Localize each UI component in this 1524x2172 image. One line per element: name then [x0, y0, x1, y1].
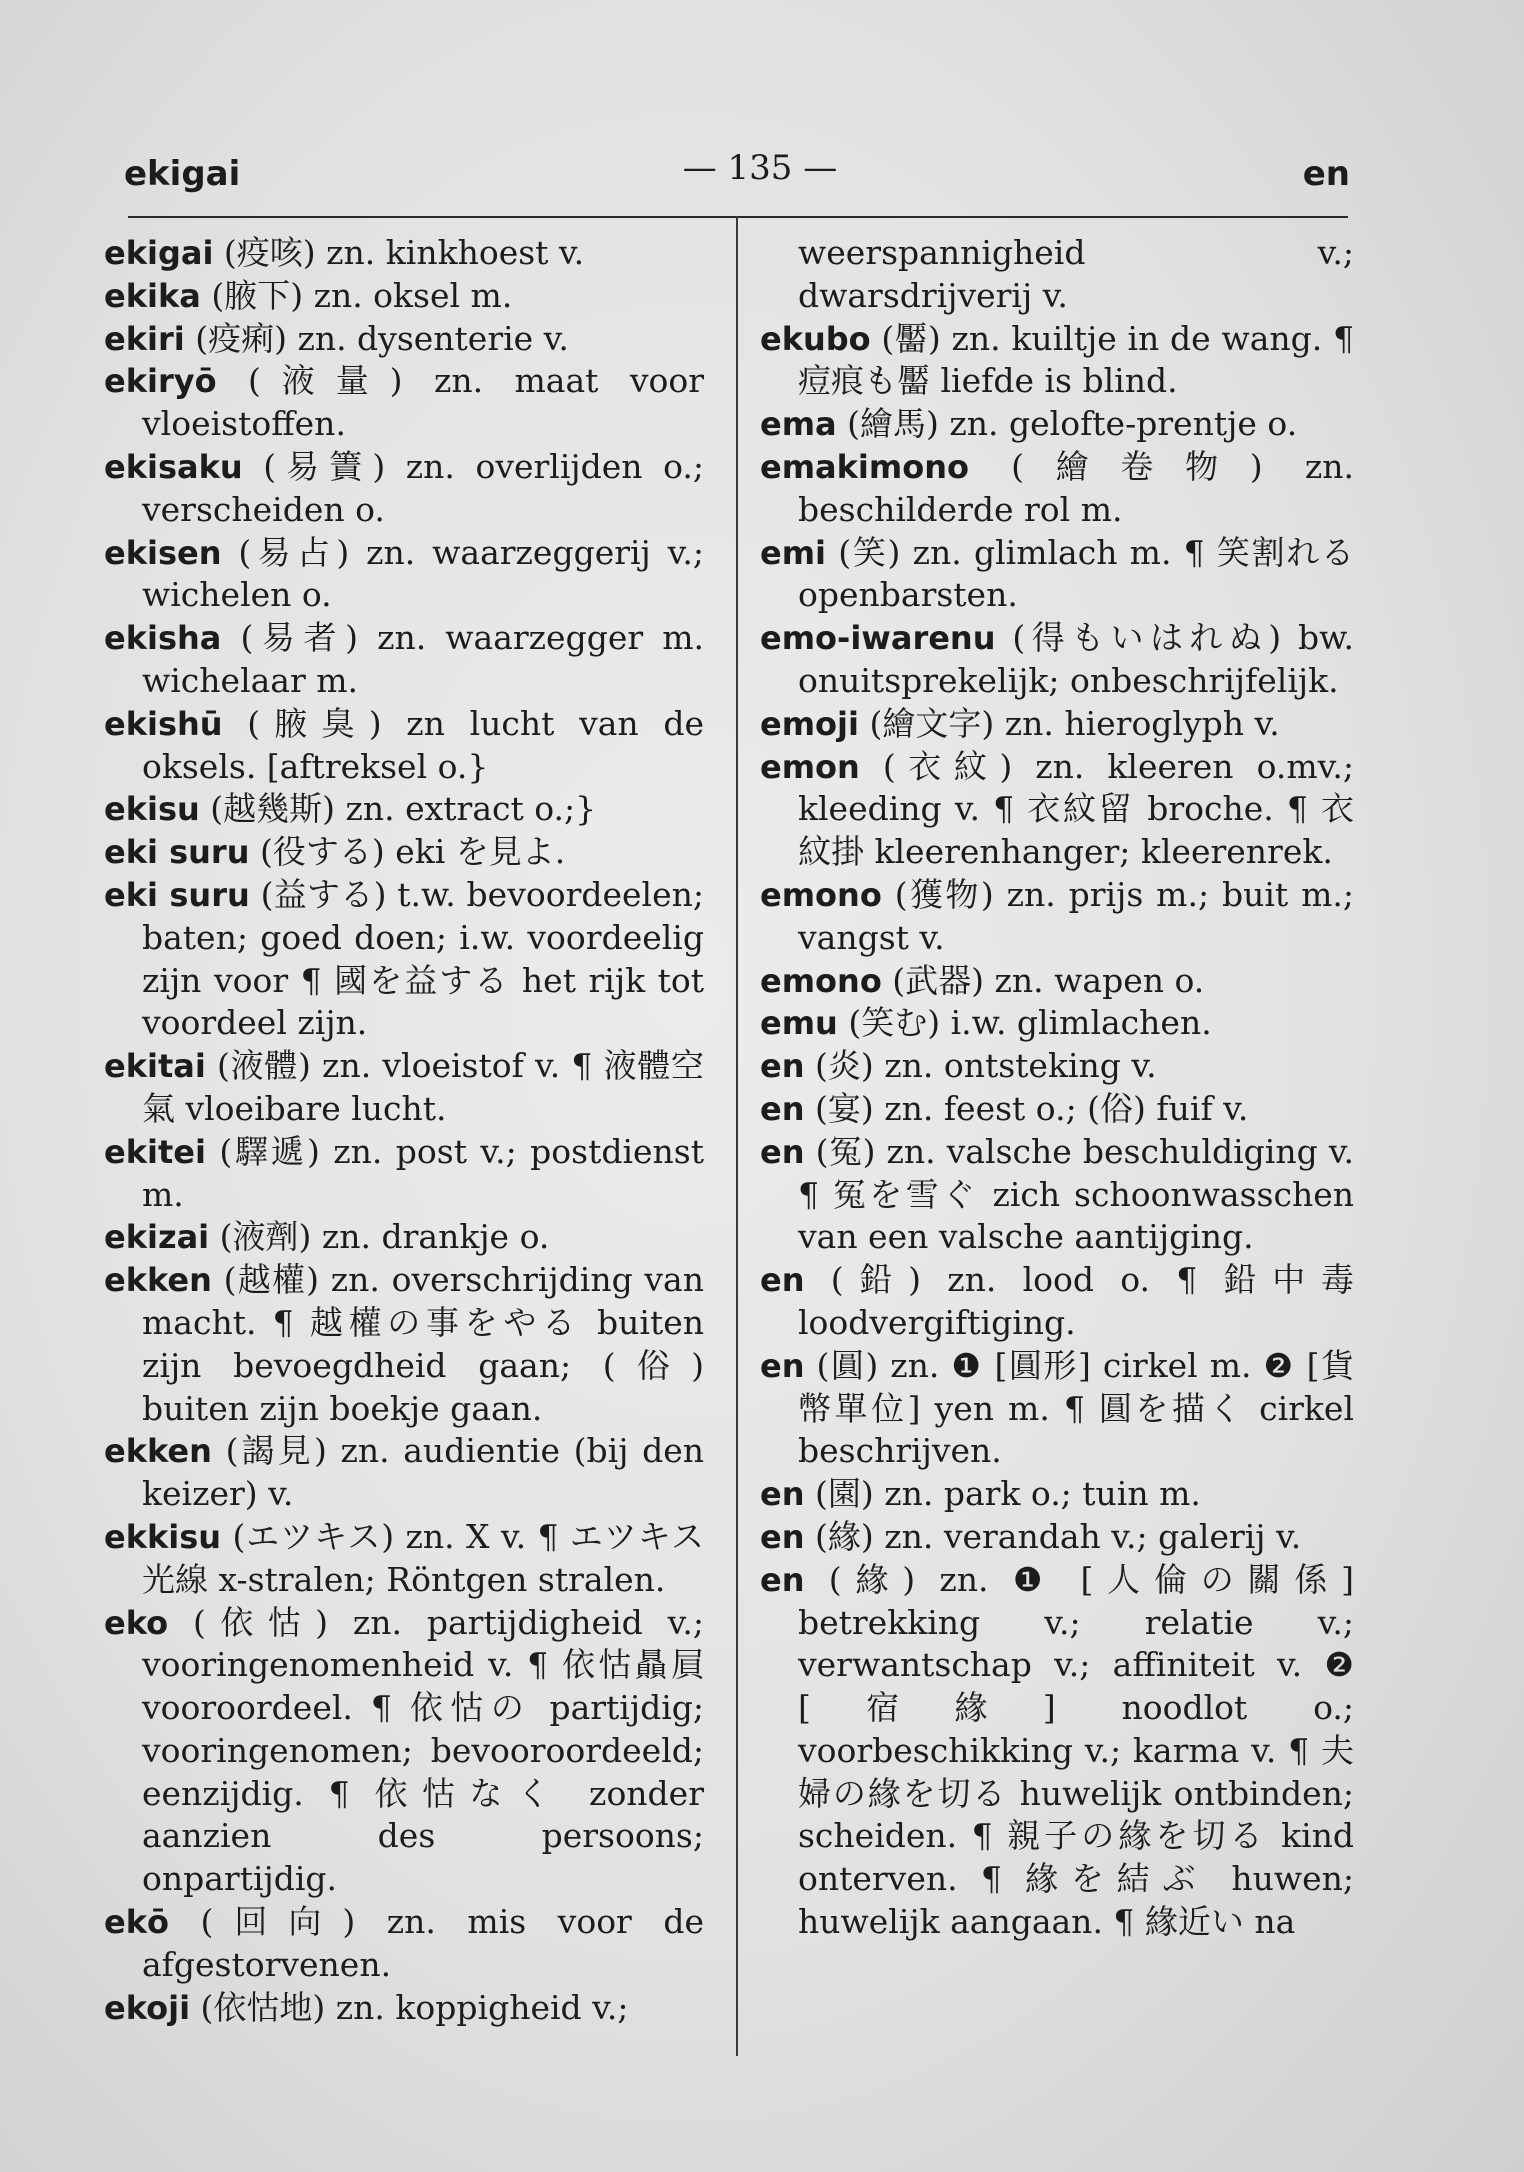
running-head	[120, 140, 1350, 200]
entry-body: (繪文字) zn. hieroglyph v.	[869, 703, 1280, 743]
entry-body: (疫咳) zn. kinkhoest v.	[223, 233, 585, 272]
entry-headword: ekika	[104, 276, 201, 315]
dictionary-entry	[760, 318, 1354, 404]
entry-body: (驛遞) zn. post v.; postdienst m.	[142, 1131, 704, 1214]
left-column	[104, 232, 704, 2029]
guide-word-left: ekigai	[124, 154, 241, 194]
entry-body: (易者) zn. waarzegger m. wichelaar m.	[142, 618, 704, 700]
column-divider	[736, 216, 738, 2056]
entry-continuation: weerspannigheid v.; dwarsdrijverij v.	[798, 233, 1354, 315]
entry-headword: en	[760, 1517, 805, 1556]
entry-headword: ekisen	[104, 533, 222, 572]
entry-body: (鉛) zn. lood o. ¶ 鉛中毒 loodvergiftiging.	[798, 1260, 1354, 1342]
entry-headword: ekisu	[104, 790, 200, 829]
entry-headword: en	[760, 1261, 805, 1300]
entry-body: (回向) zn. mis voor de afgestorvenen.	[142, 1902, 704, 1984]
entry-body: (緣) zn. ❶ [人倫の關係] betrekking v.; relatie v.; verwantschap v.; affiniteit v. ❷ [宿緣] noodlot o.; voorbeschikking v.; karma v. ¶ 夫婦の緣を切る huwelijk ontbinden; scheiden. ¶ 親子の緣を切る kind onterven. ¶ 緣を結ぶ huwen; huwelijk aangaan. ¶ 緣近い na	[798, 1559, 1354, 1942]
entry-body: (圓) zn. ❶ [圓形] cirkel m. ❷ [貨幣單位] yen m. ¶ 圓を描く cirkel beschrijven.	[798, 1345, 1354, 1471]
dictionary-entry	[104, 446, 704, 532]
dictionary-entry	[104, 1901, 704, 1987]
entry-body: (エツキス) zn. X v. ¶ エツキス光線 x-stralen; Röntgen stralen.	[142, 1516, 704, 1599]
entry-headword: emoji	[760, 704, 859, 743]
entry-headword: ekō	[104, 1903, 169, 1942]
header-rule	[128, 216, 1348, 218]
dictionary-entry	[760, 1088, 1354, 1131]
entry-headword: en	[760, 1047, 805, 1086]
dictionary-entry	[104, 1131, 704, 1217]
entry-headword: en	[760, 1089, 805, 1128]
entry-headword: emon	[760, 747, 860, 786]
dictionary-entry	[104, 1516, 704, 1602]
entry-headword: ekiryō	[104, 362, 217, 401]
dictionary-entry	[104, 1602, 704, 1902]
dictionary-entry	[760, 746, 1354, 874]
entry-body: (宴) zn. feest o.; (俗) fuif v.	[814, 1088, 1249, 1128]
dictionary-entry	[104, 1259, 704, 1430]
dictionary-entry	[104, 1987, 704, 2030]
entry-body: (液體) zn. vloeistof v. ¶ 液體空氣 vloeibare lucht.	[142, 1046, 704, 1128]
entry-body: (笑む) i.w. glimlachen.	[848, 1003, 1212, 1043]
dictionary-entry	[104, 360, 704, 446]
entry-body: (繪馬) zn. gelofte-prentje o.	[847, 404, 1298, 444]
entry-headword: ema	[760, 405, 837, 444]
entry-headword: emono	[760, 961, 882, 1000]
dictionary-entry	[760, 532, 1354, 618]
page-number: — 135 —	[682, 148, 838, 188]
entry-body: (繪卷物) zn. beschilderde rol m.	[798, 446, 1354, 529]
entry-headword: emono	[760, 875, 882, 914]
entry-headword: emakimono	[760, 447, 969, 486]
dictionary-entry	[104, 831, 704, 874]
dictionary-entry	[104, 1045, 704, 1131]
entry-body: (易占) zn. waarzeggerij v.; wichelen o.	[142, 532, 705, 615]
dictionary-entry	[760, 1259, 1354, 1345]
dictionary-entry	[104, 1216, 704, 1259]
entry-body: (易簀) zn. overlijden o.; verscheiden o.	[142, 446, 704, 529]
entry-headword: ekiri	[104, 319, 185, 358]
dictionary-entry	[104, 232, 704, 275]
dictionary-entry	[760, 960, 1354, 1003]
entry-headword: emo-iwarenu	[760, 619, 996, 658]
entry-body: (腋臭) zn lucht van de oksels. [aftreksel o.}	[142, 703, 704, 786]
dictionary-entry	[760, 1131, 1354, 1259]
entry-headword: ekisha	[104, 619, 222, 658]
dictionary-entry	[760, 1045, 1354, 1088]
entry-body: (依怙地) zn. koppigheid v.;	[200, 1987, 629, 2027]
entry-headword: en	[760, 1346, 805, 1385]
entry-body: (笑) zn. glimlach m. ¶ 笑割れる openbarsten.	[798, 532, 1355, 615]
dictionary-entry	[760, 403, 1354, 446]
dictionary-entry	[760, 1516, 1354, 1559]
guide-word-right: en	[1302, 154, 1350, 194]
entry-headword: ekoji	[104, 1988, 191, 2027]
entry-headword: ekken	[104, 1432, 212, 1471]
entry-body: (得もいはれぬ) bw. onuitsprekelijk; onbeschrijfelijk.	[798, 618, 1354, 700]
entry-headword: eki suru	[104, 875, 250, 914]
dictionary-entry	[760, 1473, 1354, 1516]
entry-headword: en	[760, 1132, 805, 1171]
entry-headword: ekizai	[104, 1218, 210, 1257]
entry-body: (越幾斯) zn. extract o.;}	[210, 789, 597, 829]
entry-headword: en	[760, 1475, 805, 1514]
dictionary-entry	[104, 703, 704, 789]
entry-headword: en	[760, 1560, 805, 1599]
dictionary-entry	[104, 318, 704, 361]
right-column	[760, 232, 1354, 1944]
entry-body: (益する) t.w. bevoordeelen; baten; goed doen; i.w. voordeelig zijn voor ¶ 國を益する het rijk tot voordeel zijn.	[142, 874, 705, 1043]
entry-headword: eko	[104, 1603, 169, 1642]
entry-body: (炎) zn. ontsteking v.	[814, 1046, 1157, 1086]
entry-body: (獲物) zn. prijs m.; buit m.; vangst v.	[798, 874, 1354, 957]
entry-body: (謁見) zn. audientie (bij den keizer) v.	[142, 1431, 705, 1514]
entry-headword: emu	[760, 1004, 838, 1043]
dictionary-entry	[760, 1559, 1354, 1944]
entry-body: (園) zn. park o.; tuin m.	[814, 1474, 1201, 1514]
dictionary-entry	[760, 1345, 1354, 1473]
entry-body: (液量) zn. maat voor vloeistoffen.	[142, 361, 704, 444]
dictionary-entry	[104, 874, 704, 1045]
entry-headword: ekigai	[104, 234, 214, 272]
dictionary-entry	[104, 617, 704, 703]
entry-body: (疫痢) zn. dysenterie v.	[195, 318, 569, 358]
entry-body: (冤) zn. valsche beschuldiging v. ¶ 冤を雪ぐ zich schoonwasschen van een valsche aantijging.	[798, 1131, 1354, 1257]
entry-headword: ekken	[104, 1261, 212, 1300]
dictionary-entry	[760, 1002, 1354, 1045]
dictionary-entry	[760, 703, 1354, 746]
entry-body: (衣紋) zn. kleeren o.mv.; kleeding v. ¶ 衣紋留 broche. ¶ 衣紋掛 kleerenhanger; kleerenrek.	[798, 746, 1354, 872]
dictionary-entry	[104, 788, 704, 831]
entry-body: (緣) zn. verandah v.; galerij v.	[814, 1516, 1302, 1556]
entry-headword: ekisaku	[104, 447, 243, 486]
entry-headword: ekishū	[104, 704, 223, 743]
dictionary-entry	[760, 446, 1354, 532]
entry-headword: ekitei	[104, 1132, 206, 1171]
entry-body: (役する) eki を見よ.	[259, 832, 566, 872]
entry-headword: ekkisu	[104, 1517, 222, 1556]
entry-body: (靨) zn. kuiltje in de wang. ¶ 痘痕も靨 liefde is blind.	[798, 318, 1354, 401]
dictionary-entry	[760, 617, 1354, 703]
dictionary-entry	[104, 1430, 704, 1516]
dictionary-entry	[760, 874, 1354, 960]
entry-headword: eki suru	[104, 833, 250, 872]
entry-headword: ekubo	[760, 319, 871, 358]
dictionary-entry	[104, 532, 704, 618]
entry-body: (越權) zn. overschrijding van macht. ¶ 越權の事をやる buiten zijn bevoegdheid gaan; (俗) buiten zijn boekje gaan.	[142, 1260, 704, 1428]
entry-headword: ekitai	[104, 1047, 206, 1086]
entry-body: (依怙) zn. partijdigheid v.; vooringenomenheid v. ¶ 依怙贔屓 vooroordeel. ¶ 依怙の partijdig; vooringenomen; bevooroordeeld; eenzijdig. ¶ 依怙なく zonder aanzien des persoons; onpartijdig.	[142, 1602, 704, 1899]
entry-body: (液劑) zn. drankje o.	[219, 1217, 550, 1257]
entry-body: (腋下) zn. oksel m.	[211, 275, 513, 315]
dictionary-entry	[104, 275, 704, 318]
entry-headword: emi	[760, 533, 827, 572]
entry-body: (武器) zn. wapen o.	[892, 960, 1205, 1000]
